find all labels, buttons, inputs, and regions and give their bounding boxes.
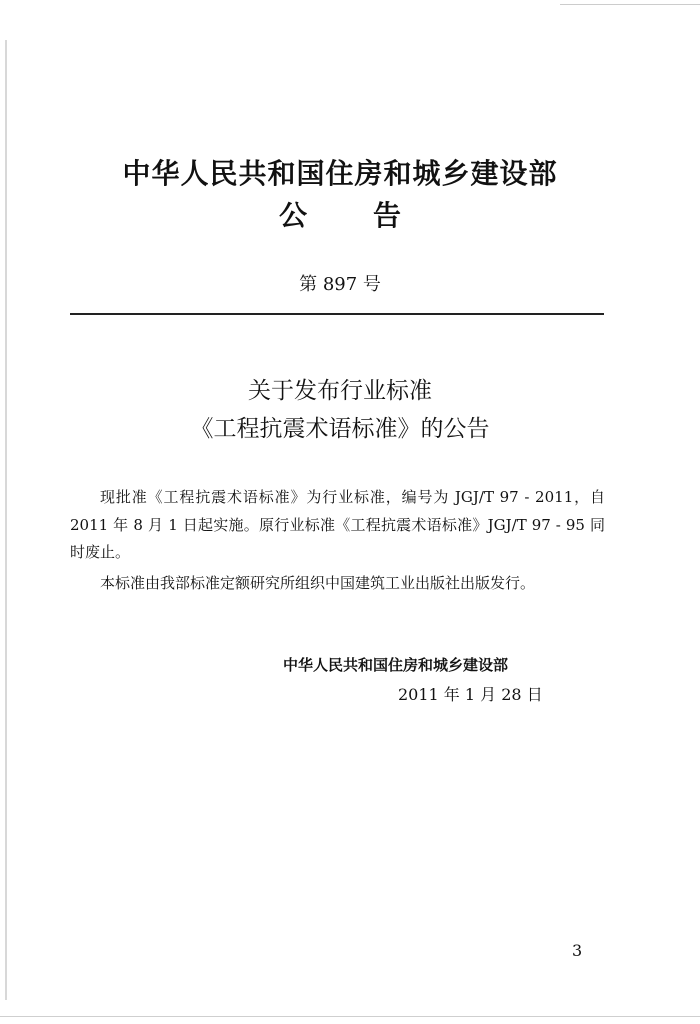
page-number: 3 [572, 941, 583, 960]
signature-date: 2011 年 1 月 28 日 [398, 685, 543, 704]
ministry-title: 中华人民共和国住房和城乡建设部 [122, 157, 558, 190]
announcement-label: 公告 [278, 199, 467, 232]
header-divider [70, 313, 604, 315]
page-top-edge [560, 4, 700, 5]
subject-line-2: 《工程抗震术语标准》的公告 [190, 416, 490, 442]
body-paragraph-2: 本标准由我部标准定额研究所组织中国建筑工业出版社出版发行。 [100, 574, 536, 592]
page-bottom-edge [0, 1016, 700, 1017]
signature-issuer: 中华人民共和国住房和城乡建设部 [283, 656, 509, 674]
body-paragraph-1: 现批准《工程抗震术语标准》为行业标准，编号为 JGJ/T 97 - 2011，自 2011 年 8 月 1 日起实施。原行业标准《工程抗震术语标准》JGJ/T 97 - 95 同时废止。 [70, 488, 605, 561]
announcement-number: 第 897 号 [299, 274, 381, 295]
subject-line-1: 关于发布行业标准 [248, 378, 432, 404]
